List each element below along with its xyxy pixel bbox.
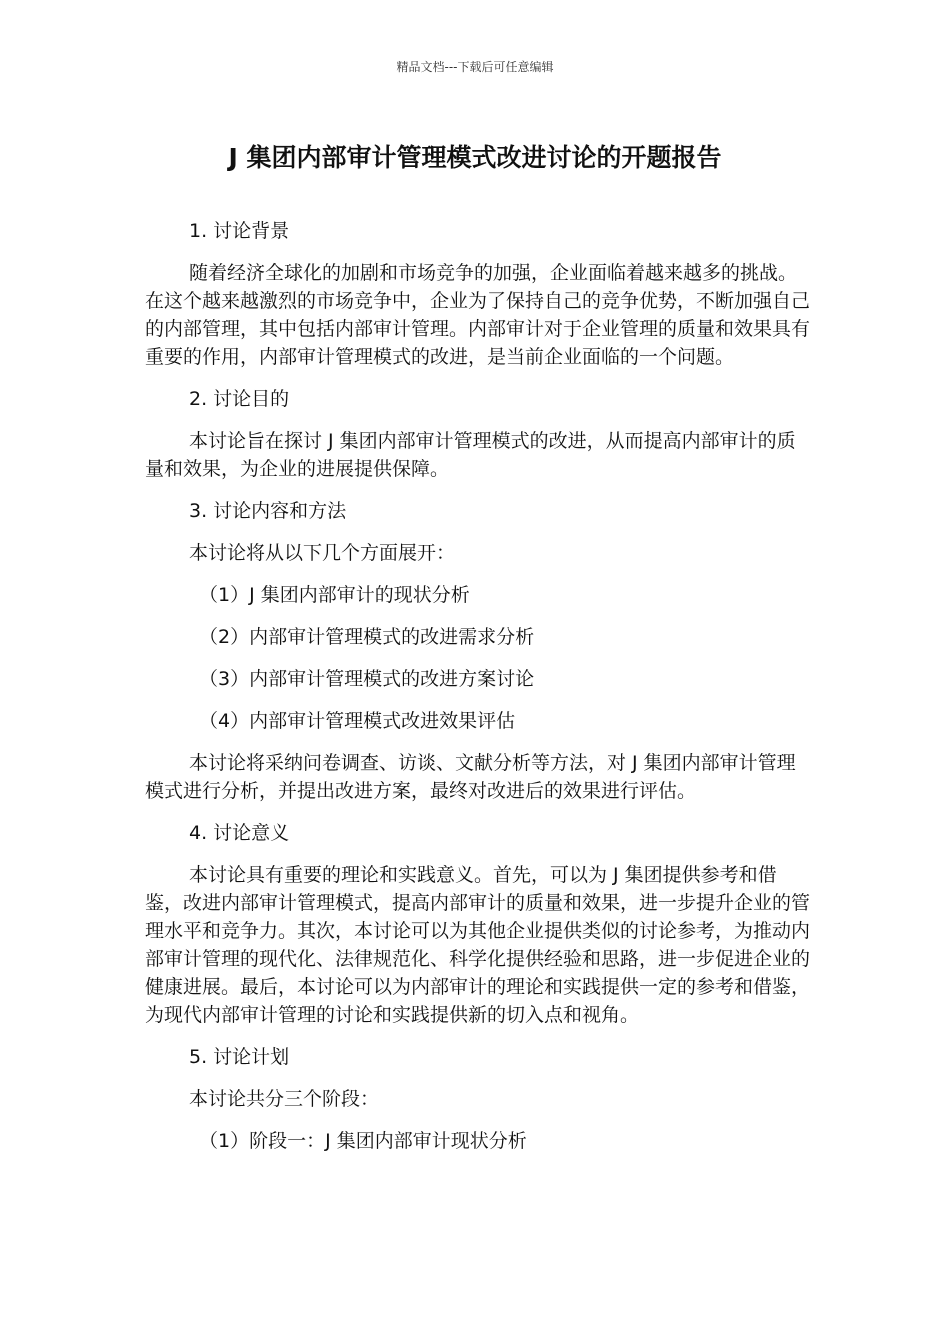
plan-intro: 本讨论共分三个阶段： [189, 1088, 380, 1110]
document-body [145, 217, 810, 1169]
list-item: （3）内部审计管理模式的改进方案讨论 [199, 668, 535, 690]
section-heading-plan: 5. 讨论计划 [189, 1046, 290, 1068]
section-heading-background: 1. 讨论背景 [189, 220, 290, 242]
purpose-paragraph: 本讨论旨在探讨 J 集团内部审计管理模式的改进，从而提高内部审计的质量和效果，为企业的进展提供保障。 [145, 430, 796, 480]
content-intro: 本讨论将从以下几个方面展开： [189, 542, 456, 564]
significance-paragraph: 本讨论具有重要的理论和实践意义。首先，可以为 J 集团提供参考和借鉴，改进内部审计管理模式，提高内部审计的质量和效果，进一步提升企业的管理水平和竞争力。其次，本讨论可以为其他企业提供类似的讨论参考，为推动内部审计管理的现代化、法律规范化、科学化提供经验和思路，进一步促进企业的健康进展。最后，本讨论可以为内部审计的理论和实践提供一定的参考和借鉴，为现代内部审计管理的讨论和实践提供新的切入点和视角。 [145, 864, 811, 1026]
header-note: 精品文档---下载后可任意编辑 [396, 60, 554, 74]
list-item: （1）J 集团内部审计的现状分析 [199, 584, 470, 606]
section-heading-purpose: 2. 讨论目的 [189, 388, 290, 410]
section-heading-content-methods: 3. 讨论内容和方法 [189, 500, 347, 522]
list-item: （4）内部审计管理模式改进效果评估 [199, 710, 516, 732]
section-heading-significance: 4. 讨论意义 [189, 822, 290, 844]
methods-paragraph: 本讨论将采纳问卷调查、访谈、文献分析等方法，对 J 集团内部审计管理模式进行分析，并提出改进方案，最终对改进后的效果进行评估。 [145, 752, 796, 802]
list-item: （2）内部审计管理模式的改进需求分析 [199, 626, 535, 648]
background-paragraph: 随着经济全球化的加剧和市场竞争的加强，企业面临着越来越多的挑战。在这个越来越激烈的市场竞争中，企业为了保持自己的竞争优势，不断加强自己的内部管理，其中包括内部审计管理。内部审计对于企业管理的质量和效果具有重要的作用，内部审计管理模式的改进，是当前企业面临的一个问题。 [145, 262, 811, 368]
document-title: J 集团内部审计管理模式改进讨论的开题报告 [228, 143, 722, 172]
list-item: （1）阶段一：J 集团内部审计现状分析 [199, 1130, 527, 1152]
